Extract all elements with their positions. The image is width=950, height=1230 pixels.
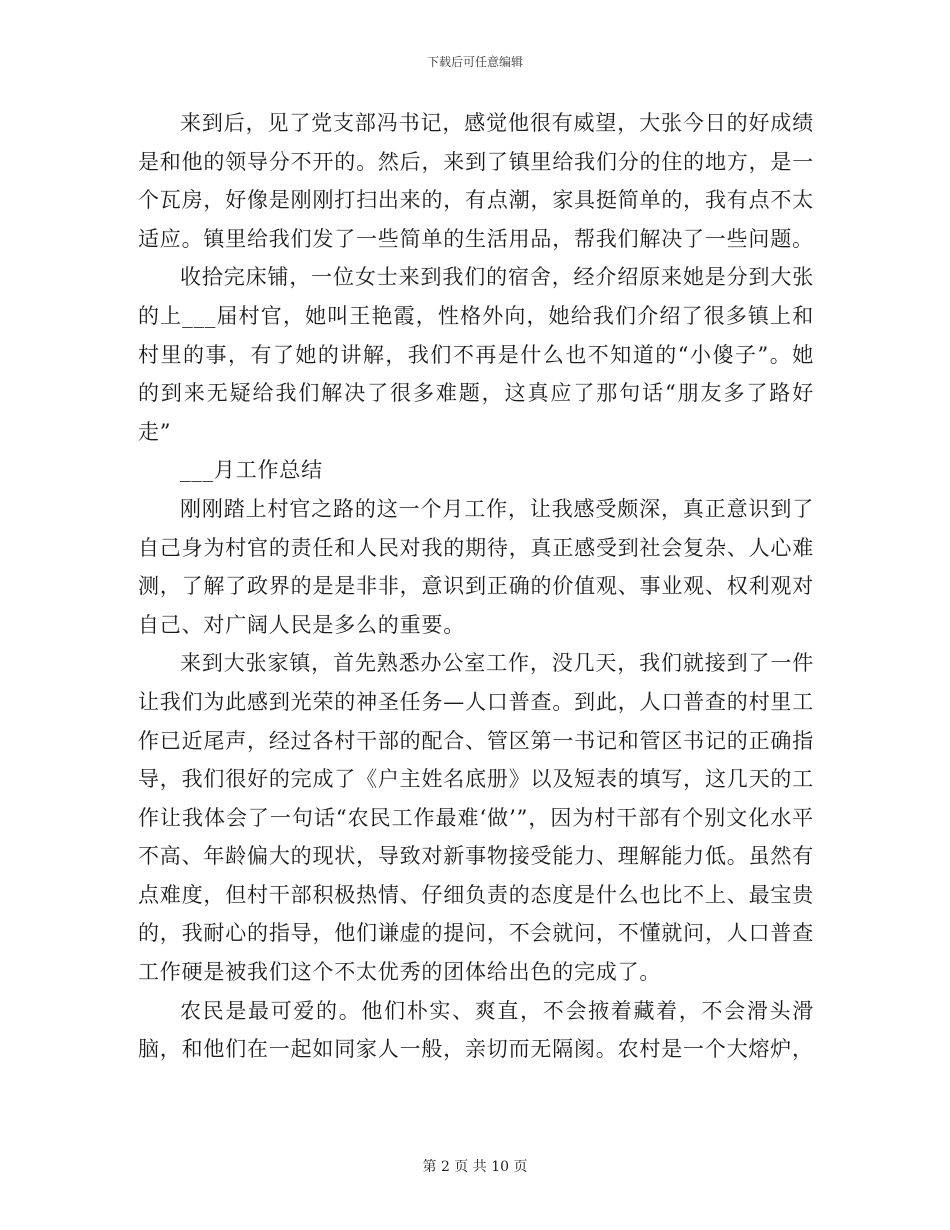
- document-body: [138, 104, 814, 1069]
- paragraph-arrival: 来到后，见了党支部冯书记，感觉他很有威望，大张今日的好成绩是和他的领导分不开的。然后，来到了镇里给我们分的住的地方，是一个瓦房，好像是刚刚打扫出来的，有点潮，家具挺简单的，我有点不太适应。镇里给我们发了一些简单的生活用品，帮我们解决了一些问题。: [138, 111, 814, 251]
- paragraph-census: 来到大张家镇，首先熟悉办公室工作，没几天，我们就接到了一件让我们为此感到光荣的神圣任务—人口普查。到此，人口普查的村里工作已近尾声，经过各村干部的配合、管区第一书记和管区书记的正确指导，我们很好的完成了《户主姓名底册》以及短表的填写，这几天的工作让我体会了一句话“农民工作最难‘做’”，因为村干部有个别文化水平不高、年龄偏大的现状，导致对新事物接受能力、理解能力低。虽然有点难度，但村干部积极热情、仔细负责的态度是什么也比不上、最宝贵的，我耐心的指导，他们谦虚的提问，不会就问，不懂就问，人口普查工作硬是被我们这个不太优秀的团体给出色的完成了。: [138, 651, 814, 985]
- paragraph-reflection: 刚刚踏上村官之路的这一个月工作，让我感受颇深，真正意识到了自己身为村官的责任和人民对我的期待，真正感受到社会复杂、人心难测，了解了政界的是是非非，意识到正确的价值观、事业观、权利观对自己、对广阔人民是多么的重要。: [138, 496, 814, 637]
- paragraph-roommate: 收拾完床铺，一位女士来到我们的宿舍，经介绍原来她是分到大张的上___届村官，她叫王艳霞，性格外向，她给我们介绍了很多镇上和村里的事，有了她的讲解，我们不再是什么也不知道的“小傻子”。她的到来无疑给我们解决了很多难题，这真应了那句话“朋友多了路好走”: [138, 265, 814, 444]
- paragraph-farmers: 农民是最可爱的。他们朴实、爽直，不会掖着藏着，不会滑头滑脑，和他们在一起如同家人一般，亲切而无隔阂。农村是一个大熔炉，: [138, 998, 814, 1062]
- page-footer: 第 2 页 共 10 页: [422, 1159, 528, 1175]
- page-header: 下载后可任意编辑: [426, 55, 523, 69]
- section-heading: ___月工作总结: [180, 458, 323, 483]
